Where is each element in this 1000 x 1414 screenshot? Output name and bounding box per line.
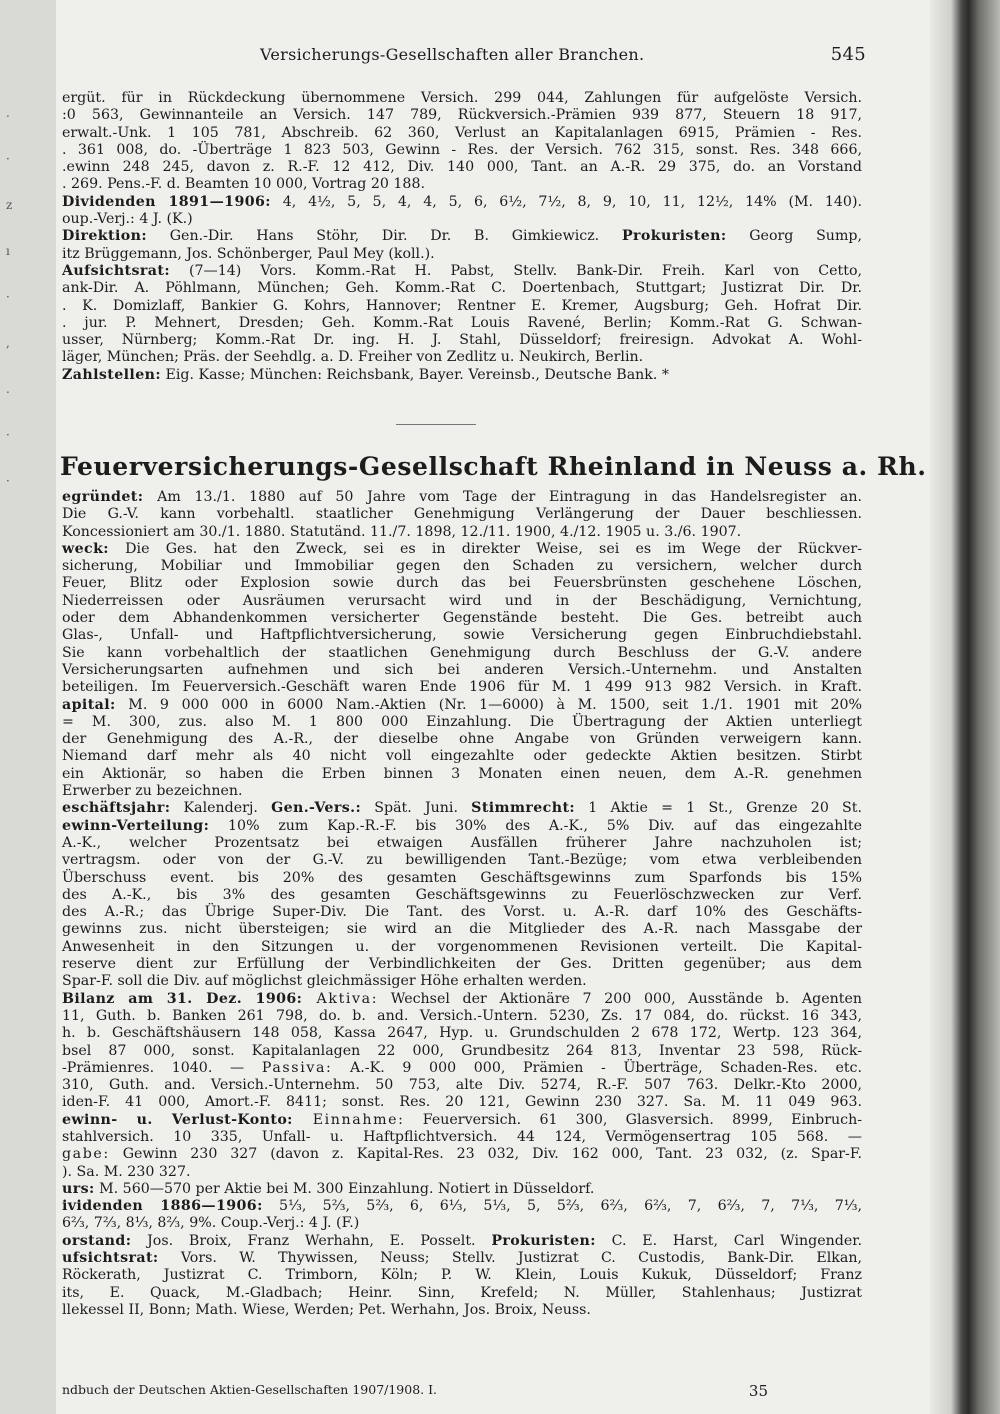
line-text: 6⅔, 7⅔, 8⅓, 8⅔, 9%. Coup.-Verj.: 4 J. (F.) [62,1215,360,1232]
line-text: 11, Guth. b. Banken 261 798, do. b. and. Versich.-Untern. 5230, Zs. 17 084, do. rückst. 16 343, [62,1007,862,1024]
line-text: Anwesenheit in den Sitzungen u. der vorgenommenen Revisionen verteilt. Die Kapital- [62,938,862,955]
text-line [62,973,862,990]
line-text: Röckerath, Justizrat C. Trimborn, Köln; P. W. Klein, Louis Kukuk, Düsseldorf; Franz [62,1267,862,1284]
line-text: Niederreissen oder Ausräumen verursacht wird und in der Beschädigung, Vernichtung, [62,592,862,609]
field-label: ividenden 1886—1906: [62,1198,263,1215]
field-label: eschäftsjahr: [62,800,171,817]
line-text: . 269. Pens.-F. d. Beamten 10 000, Vortrag 20 188. [62,176,425,193]
text-line [62,593,862,610]
line-text: (7—14) Vors. Komm.-Rat H. Pabst, Stellv. Bank-Dir. Freih. Karl von Cetto, [169,262,862,279]
line-text: . jur. P. Mehnert, Dresden; Geh. Komm.-Rat Louis Ravené, Berlin; Komm.-Rat G. Schwan- [62,314,862,331]
text-line [62,1181,862,1198]
page-edge-shadow [930,0,1000,1414]
text-line [62,246,862,263]
text-line [62,645,862,662]
line-text: llekessel II, Bonn; Math. Wiese, Werden; Pet. Werhahn, Jos. Broix, Neuss. [62,1301,591,1318]
line-text: des A.-K., bis 3% des gesamten Geschäftsgewinns zu Feuerlöschzwecken zur Verf. [62,886,862,903]
line-text: Einnahme: [292,1111,405,1128]
line-text: C. E. Harst, Carl Wingender. [595,1232,862,1249]
text-line [62,1094,862,1111]
field-label: Prokuristen: [621,228,727,245]
line-text: der Genehmigung des A.-R., der dieselbe ohne Angabe von Gründen verweigern kann. [62,731,862,748]
line-text: Gewinn 230 327 (davon z. Kapital-Res. 23 032, Div. 162 000, Tant. 23 032, (z. Spar-F. [109,1146,862,1163]
line-text: A.-K., welcher Prozentsatz bei etwaigen Ausfällen früherer Jahre nachzuholen ist; [62,834,862,851]
company-title: Feuerversicherungs-Gesellschaft Rheinland in Neuss a. Rh. [60,452,927,481]
line-text: ). Sa. M. 230 327. [62,1163,191,1180]
text-line [62,679,862,696]
line-text: erwalt.-Unk. 1 105 781, Abschreib. 62 360, Verlust an Kapitalanlagen 6915, Prämien - Res. [62,124,862,141]
text-line [62,852,862,869]
line-text: itz Brüggemann, Jos. Schönberger, Paul Mey (koll.). [62,245,435,262]
line-text: beteiligen. Im Feuerversich.-Geschäft waren Ende 1906 für M. 1 499 913 982 Versich. in Kraft. [62,679,862,696]
text-line [62,489,862,506]
text-line [62,766,862,783]
text-line [62,697,862,714]
text-line [62,800,862,817]
line-text: Die G.-V. kann vorbehaltl. staatlicher Genehmigung Verlängerung der Dauer beschliessen. [62,506,862,523]
text-line [62,142,862,159]
line-text: Sie kann vorbehaltlich der staatlichen Genehmigung durch Beschluss der G.-V. andere [62,644,862,661]
text-line [62,887,862,904]
line-text: Erwerber zu bezeichnen. [62,783,243,800]
text-line [62,176,862,193]
line-text: Eig. Kasse; München: Reichsbank, Bayer. Vereinsb., Deutsche Bank. * [160,366,670,383]
text-line [62,1077,862,1094]
text-line [62,228,862,245]
field-label: apital: [62,696,116,713]
line-text: Niemand darf mehr als 40 nicht voll eingezahlte oder gedeckte Aktien besitzen. Stirbt [62,748,862,765]
line-text: :0 563, Gewinnanteile an Versich. 147 789, Rückversich.-Prämien 939 877, Steuern 18 917, [62,107,862,124]
text-line [62,524,862,541]
line-text: Die Ges. hat den Zweck, sei es in direkter Weise, sei es im Wege der Rückver- [108,540,862,557]
line-text: oder dem Abhandenkommen versicherter Gegenstände besteht. Die Ges. betreibt auch [62,610,862,627]
line-text: iden-F. 41 000, Amort.-F. 8411; sonst. Res. 20 121, Gewinn 230 327. Sa. M. 11 049 963. [62,1094,862,1111]
line-text: bsel 87 000, sonst. Kapitalanlagen 22 000, Grundbesitz 264 813, Inventar 23 598, Rück- [62,1042,862,1059]
field-label: Direktion: [62,228,147,245]
text-line [62,1233,862,1250]
line-text: M. 9 000 000 in 6000 Nam.-Aktien (Nr. 1—6000) à M. 1500, seit 1./1. 1901 mit 20% [115,696,862,713]
binding-margin [0,0,57,1414]
line-text: 310, Guth. and. Versich.-Unternehm. 50 753, alte Div. 5274, R.-F. 507 763. Delkr.-Kto 2000, [62,1077,862,1094]
line-text: usser, Nürnberg; Komm.-Rat Dr. ing. H. J. Stahl, Düsseldorf; freiresign. Advokat A. Wohl- [62,332,862,349]
text-line [62,263,862,280]
line-text: 1 Aktie = 1 St., Grenze 20 St. [575,800,862,817]
line-text: h. b. Geschäftshäusern 148 058, Kassa 2647, Hyp. u. Grundschulden 2 678 172, Wertp. 123 364, [62,1025,862,1042]
line-text: des A.-R.; das Übrige Super-Div. Die Tant. des Vorst. u. A.-R. darf 10% des Geschäfts- [62,904,862,921]
line-text: Kalenderj. [170,800,272,817]
line-text: oup.-Verj.: 4 J. (K.) [62,211,193,228]
line-text: Feuer, Blitz oder Explosion sowie durch das bei Feuersbrünsten geschehene Löschen, [62,575,862,592]
text-line [62,870,862,887]
text-line [62,107,862,124]
line-text: its, E. Quack, M.-Gladbach; Heinr. Sinn, Krefeld; N. Müller, Stahlenhaus; Justizrat [62,1284,862,1301]
text-line [62,748,862,765]
text-line [62,939,862,956]
line-text: Vors. W. Thywissen, Neuss; Stellv. Justizrat C. Custodis, Bank-Dir. Elkan, [158,1250,862,1267]
text-line [62,627,862,644]
text-line [62,90,862,107]
text-line [62,349,862,366]
line-text: 5⅓, 5⅔, 5⅔, 6, 6⅓, 5⅓, 5, 5⅔, 6⅔, 6⅔, 7, 6⅔, 7, 7⅓, 7⅓, [262,1198,862,1215]
line-text: stahlversich. 10 335, Unfall- u. Haftpflichtversich. 44 124, Vermögensertrag 105 568. — [62,1128,862,1145]
text-line [62,298,862,315]
text-line [62,280,862,297]
page-footer [62,1382,768,1400]
text-line [62,315,862,332]
line-text: A.-K. 9 000 000, Prämien - Überträge, Schaden-Res. etc. [332,1059,862,1076]
text-line [62,332,862,349]
text-line [62,159,862,176]
field-label: ewinn-Verteilung: [62,817,210,834]
line-text: Jos. Broix, Franz Werhahn, E. Posselt. [131,1232,492,1249]
line-text: Versicherungsarten aufnehmen und sich bei anderen Versich.-Unternehm. und Anstalten [62,661,862,678]
text-line [62,1129,862,1146]
header-page-number: 545 [830,44,866,65]
text-line [62,367,862,384]
line-text: ein Aktionär, so haben die Erben binnen 3 Monaten einen neuen, dem A.-R. genehmen [62,765,862,782]
line-text: . 361 008, do. -Überträge 1 823 503, Gewinn - Res. der Versich. 762 315, sonst. Res. 348 666, [62,141,862,158]
field-label: weck: [62,540,109,557]
text-line [62,1043,862,1060]
line-text: Wechsel der Aktionäre 7 200 000, Ausstände b. Agenten [378,990,862,1007]
text-line [62,1146,862,1163]
previous-company-entry [62,90,862,384]
text-line [62,1164,862,1181]
text-line [62,783,862,800]
line-text: läger, München; Präs. der Seehdlg. a. D. Freiher von Zedlitz u. Neukirch, Berlin. [62,349,644,366]
field-label: ufsichtsrat: [62,1250,159,1267]
text-line [62,506,862,523]
line-text: Spät. Juni. [361,800,472,817]
line-text: Am 13./1. 1880 auf 50 Jahre vom Tage der Eintragung in das Handelsregister an. [143,489,862,505]
field-label: urs: [62,1180,95,1197]
text-line [62,610,862,627]
text-line [62,194,862,211]
field-label: Gen.-Vers.: [271,800,362,817]
line-text: vertragsm. oder von der G.-V. zu bewilligenden Tant.-Bezüge; vom etwa verbleibenden [62,852,862,869]
text-line [62,1112,862,1129]
line-text: Überschuss event. bis 20% des gesamten Geschäftsgewinns zum Sparfonds bis 15% [62,869,862,886]
line-text: gabe: [62,1146,110,1163]
line-text: reserve dient zur Erfüllung der Verbindlichkeiten der Ges. Dritten gegenüber; aus dem [62,956,862,973]
text-line [62,1215,862,1232]
header-title: Versicherungs-Gesellschaften aller Branchen. [260,45,645,64]
footer-page-number: 35 [748,1382,768,1400]
line-text: M. 560—570 per Aktie bei M. 300 Einzahlung. Notiert in Düsseldorf. [94,1180,595,1197]
text-line [62,1008,862,1025]
text-line [62,1302,862,1319]
line-text: Aktiva: [302,990,379,1007]
text-line [62,125,862,142]
field-label: Bilanz am 31. Dez. 1906: [62,990,303,1007]
field-label: ewinn- u. Verlust-Konto: [62,1111,293,1128]
line-text: sicherung, Mobiliar und Immobiliar gegen den Schaden zu versichern, welcher durch [62,558,862,575]
line-text: Glas-, Unfall- und Haftpflichtversicherung, sowie Versicherung gegen Einbruchdiebstahl. [62,627,862,644]
line-text: -Prämienres. 1040. — [62,1059,262,1076]
text-line [62,541,862,558]
field-label: Prokuristen: [491,1232,596,1249]
text-line [62,1250,862,1267]
line-text: Georg Sump, [726,228,862,245]
text-line [62,1025,862,1042]
text-line [62,558,862,575]
text-line [62,1285,862,1302]
line-text: ank-Dir. A. Pöhlmann, München; Geh. Komm.-Rat C. Doertenbach, Stuttgart; Justizrat Dir. Dr. [62,280,862,297]
field-label: Aufsichtsrat: [62,262,170,279]
line-text: . K. Domizlaff, Bankier G. Kohrs, Hannover; Rentner E. Kremer, Augsburg; Geh. Hofrat Dir. [62,297,862,314]
field-label: egründet: [62,489,144,505]
field-label: Stimmrecht: [471,800,576,817]
field-label: Dividenden 1891—1906: [62,193,271,210]
line-text: Passiva: [261,1059,333,1076]
line-text: = M. 300, zus. also M. 1 800 000 Einzahlung. Die Übertragung der Aktien unterliegt [62,713,862,730]
text-line [62,904,862,921]
line-text: .ewinn 248 245, davon z. R.-F. 12 412, Div. 140 000, Tant. an A.-R. 29 375, do. an Vorstand [62,159,862,176]
line-text: gewinns zus. nicht übersteigen; sie wird an die Mitglieder des A.-R. nach Massgabe der [62,921,862,938]
text-line [62,714,862,731]
line-text: Feuerversich. 61 300, Glasversich. 8999, Einbruch- [404,1111,862,1128]
text-line [62,1267,862,1284]
line-text: Koncessioniert am 30./1. 1880. Statutänd. 11./7. 1898, 12./11. 1900, 4./12. 1905 u. 3./6. 1907. [62,523,742,540]
text-line [62,575,862,592]
running-header [260,44,866,65]
footer-text: ndbuch der Deutschen Aktien-Gesellschaften 1907/1908. I. [62,1382,438,1397]
line-text: ergüt. für in Rückdeckung übernommene Versich. 299 044, Zahlungen für aufgelöste Versich. [62,90,862,106]
text-line [62,662,862,679]
company-entry-rheinland [62,489,862,1319]
line-text: Gen.-Dir. Hans Stöhr, Dir. Dr. B. Gimkiewicz. [146,228,622,245]
text-line [62,835,862,852]
text-line [62,956,862,973]
line-text: 4, 4½, 5, 5, 4, 4, 5, 6, 6½, 7½, 8, 9, 10, 11, 12½, 14% (M. 140). [270,193,862,210]
margin-marks: . · z ı · , . · · [6,106,13,488]
text-line [62,818,862,835]
text-line [62,731,862,748]
text-line [62,991,862,1008]
text-line [62,211,862,228]
text-line [62,1060,862,1077]
field-label: Zahlstellen: [62,366,161,383]
text-line [62,1198,862,1215]
line-text: 10% zum Kap.-R.-F. bis 30% des A.-K., 5% Div. auf das eingezahlte [209,817,862,834]
text-line [62,921,862,938]
section-divider [396,424,476,425]
field-label: orstand: [62,1232,132,1249]
line-text: Spar-F. soll die Div. auf möglichst gleichmässiger Höhe erhalten werden. [62,973,587,990]
